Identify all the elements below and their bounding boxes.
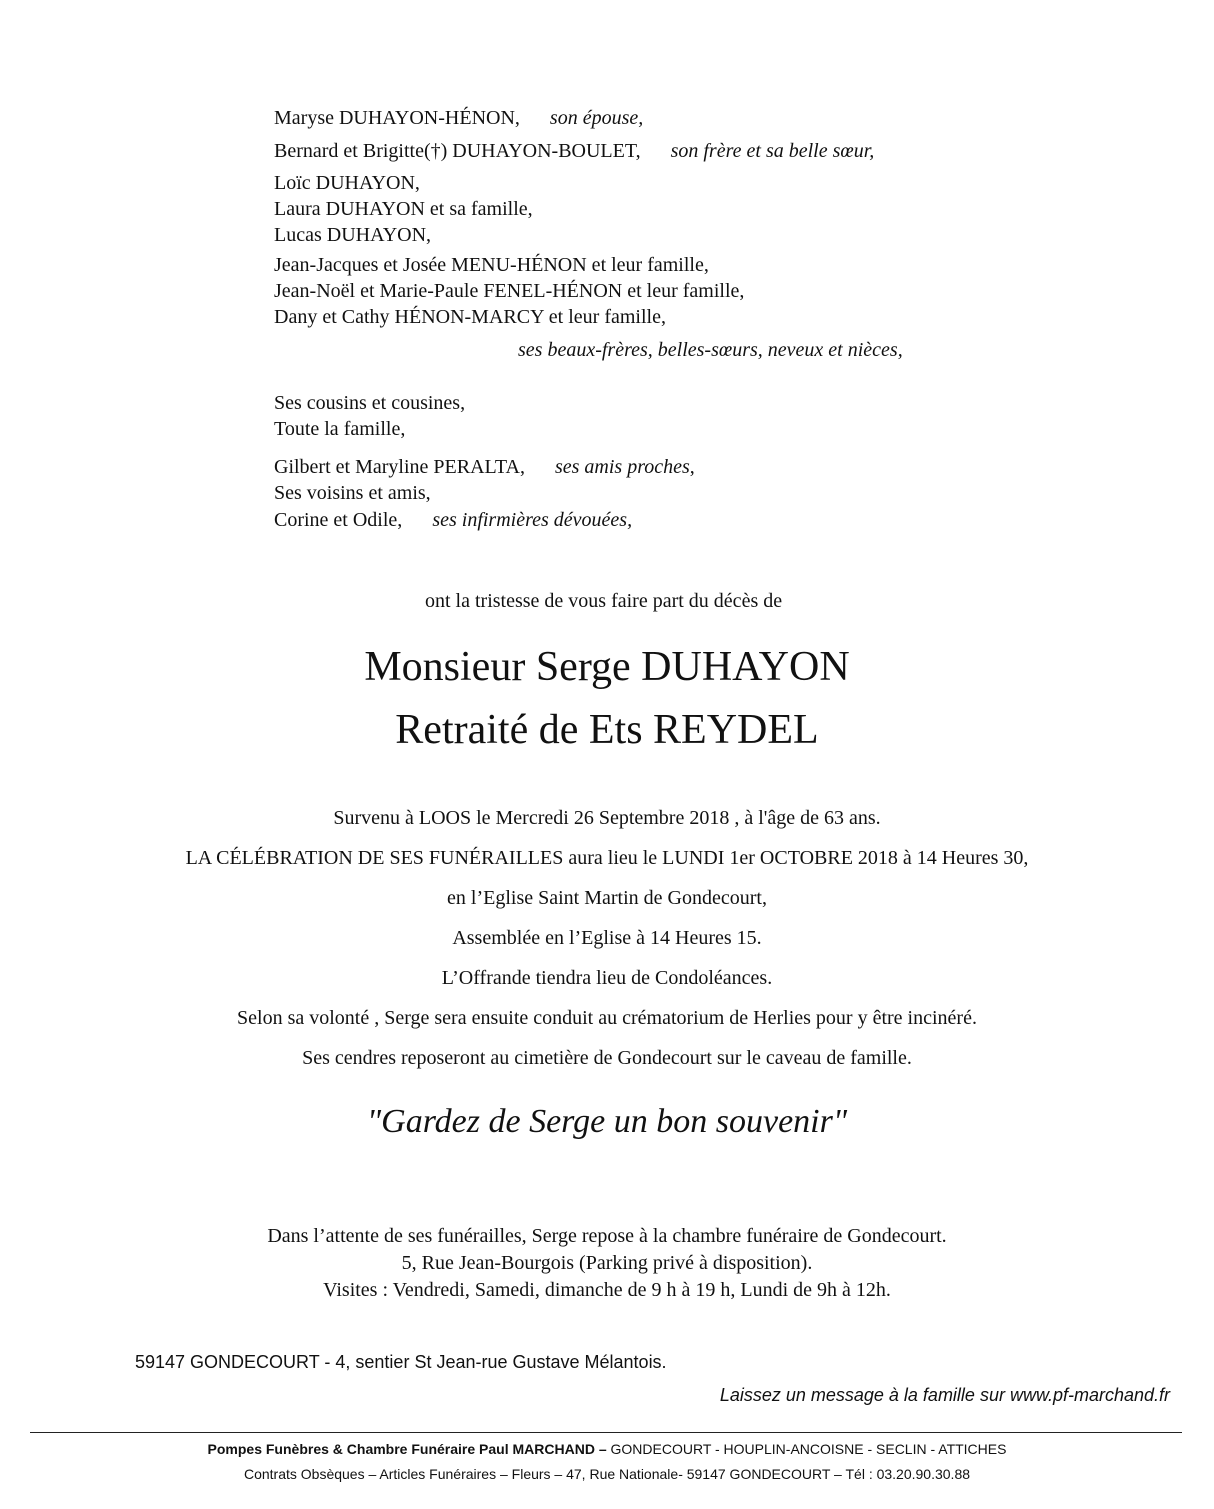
detail-line: Survenu à LOOS le Mercredi 26 Septembre 2018 , à l'âge de 63 ans. bbox=[333, 807, 881, 829]
footer-services-line: Contrats Obsèques – Articles Funéraires – Fleurs – 47, Rue Nationale- 59147 GONDECOURT – Tél : 03.20.90.30.88 bbox=[243, 1466, 971, 1482]
visit-line: 5, Rue Jean-Bourgois (Parking privé à disposition). bbox=[401, 1252, 813, 1274]
detail-line: Assemblée en l’Eglise à 14 Heures 15. bbox=[452, 927, 762, 949]
family-spouse-line bbox=[274, 105, 643, 131]
family-group-role: ses beaux-frères, belles-sœurs, neveux et nièces, bbox=[518, 339, 903, 361]
visit-line: Visites : Vendredi, Samedi, dimanche de 9 h à 19 h, Lundi de 9h à 12h. bbox=[323, 1279, 891, 1301]
visit-line: Dans l’attente de ses funérailles, Serge repose à la chambre funéraire de Gondecourt. bbox=[267, 1225, 947, 1247]
family-cousins: Ses cousins et cousines, bbox=[274, 392, 466, 414]
funeral-home-address: 59147 GONDECOURT - 4, sentier St Jean-rue Gustave Mélantois. bbox=[135, 1352, 667, 1372]
family-member: Jean-Jacques et Josée MENU-HÉNON et leur famille, bbox=[274, 254, 709, 276]
family-neighbours: Ses voisins et amis, bbox=[274, 482, 431, 504]
family-message-link[interactable]: Laissez un message à la famille sur www.pf-marchand.fr bbox=[719, 1385, 1170, 1405]
family-nurses-name: Corine et Odile, bbox=[274, 509, 403, 531]
deceased-title: Retraité de Ets REYDEL bbox=[395, 707, 819, 753]
family-spouse-name: Maryse DUHAYON-HÉNON, bbox=[274, 107, 520, 129]
family-friends-line bbox=[274, 454, 695, 480]
family-member: Laura DUHAYON et sa famille, bbox=[274, 198, 533, 220]
footer-divider bbox=[30, 1432, 1182, 1433]
family-brother-line bbox=[274, 138, 874, 164]
family-brother-role: son frère et sa belle sœur, bbox=[670, 140, 875, 162]
detail-line: Selon sa volonté , Serge sera ensuite conduit au crématorium de Herlies pour y être incinéré. bbox=[237, 1007, 977, 1029]
memorial-quote: "Gardez de Serge un bon souvenir" bbox=[366, 1103, 848, 1140]
family-nurses-role: ses infirmières dévouées, bbox=[432, 509, 633, 531]
detail-line: LA CÉLÉBRATION DE SES FUNÉRAILLES aura lieu le LUNDI 1er OCTOBRE 2018 à 14 Heures 30, bbox=[185, 847, 1029, 869]
family-brother-name: Bernard et Brigitte(†) DUHAYON-BOULET, bbox=[274, 140, 641, 162]
detail-line: Ses cendres reposeront au cimetière de Gondecourt sur le caveau de famille. bbox=[302, 1047, 912, 1069]
family-nurses-line bbox=[274, 507, 632, 533]
footer-company-line bbox=[0, 1438, 1214, 1460]
family-all: Toute la famille, bbox=[274, 418, 406, 440]
family-friends-name: Gilbert et Maryline PERALTA, bbox=[274, 456, 525, 478]
family-friends-role: ses amis proches bbox=[554, 456, 690, 478]
detail-line: en l’Eglise Saint Martin de Gondecourt, bbox=[447, 887, 767, 909]
family-member: Jean-Noël et Marie-Paule FENEL-HÉNON et leur famille, bbox=[274, 280, 745, 302]
family-spouse-role: son épouse, bbox=[549, 107, 644, 129]
deceased-name: Monsieur Serge DUHAYON bbox=[364, 644, 850, 690]
announcement-text: ont la tristesse de vous faire part du décès de bbox=[425, 590, 783, 612]
detail-line: L’Offrande tiendra lieu de Condoléances. bbox=[441, 967, 773, 989]
family-friends-suffix: , bbox=[689, 456, 695, 478]
family-member: Loïc DUHAYON, bbox=[274, 172, 420, 194]
footer-company-name: Pompes Funèbres & Chambre Funéraire Paul MARCHAND – bbox=[207, 1441, 607, 1457]
family-member: Lucas DUHAYON, bbox=[274, 224, 432, 246]
footer-towns: GONDECOURT - HOUPLIN-ANCOISNE - SECLIN - ATTICHES bbox=[606, 1441, 1007, 1457]
family-member: Dany et Cathy HÉNON-MARCY et leur famille, bbox=[274, 306, 666, 328]
